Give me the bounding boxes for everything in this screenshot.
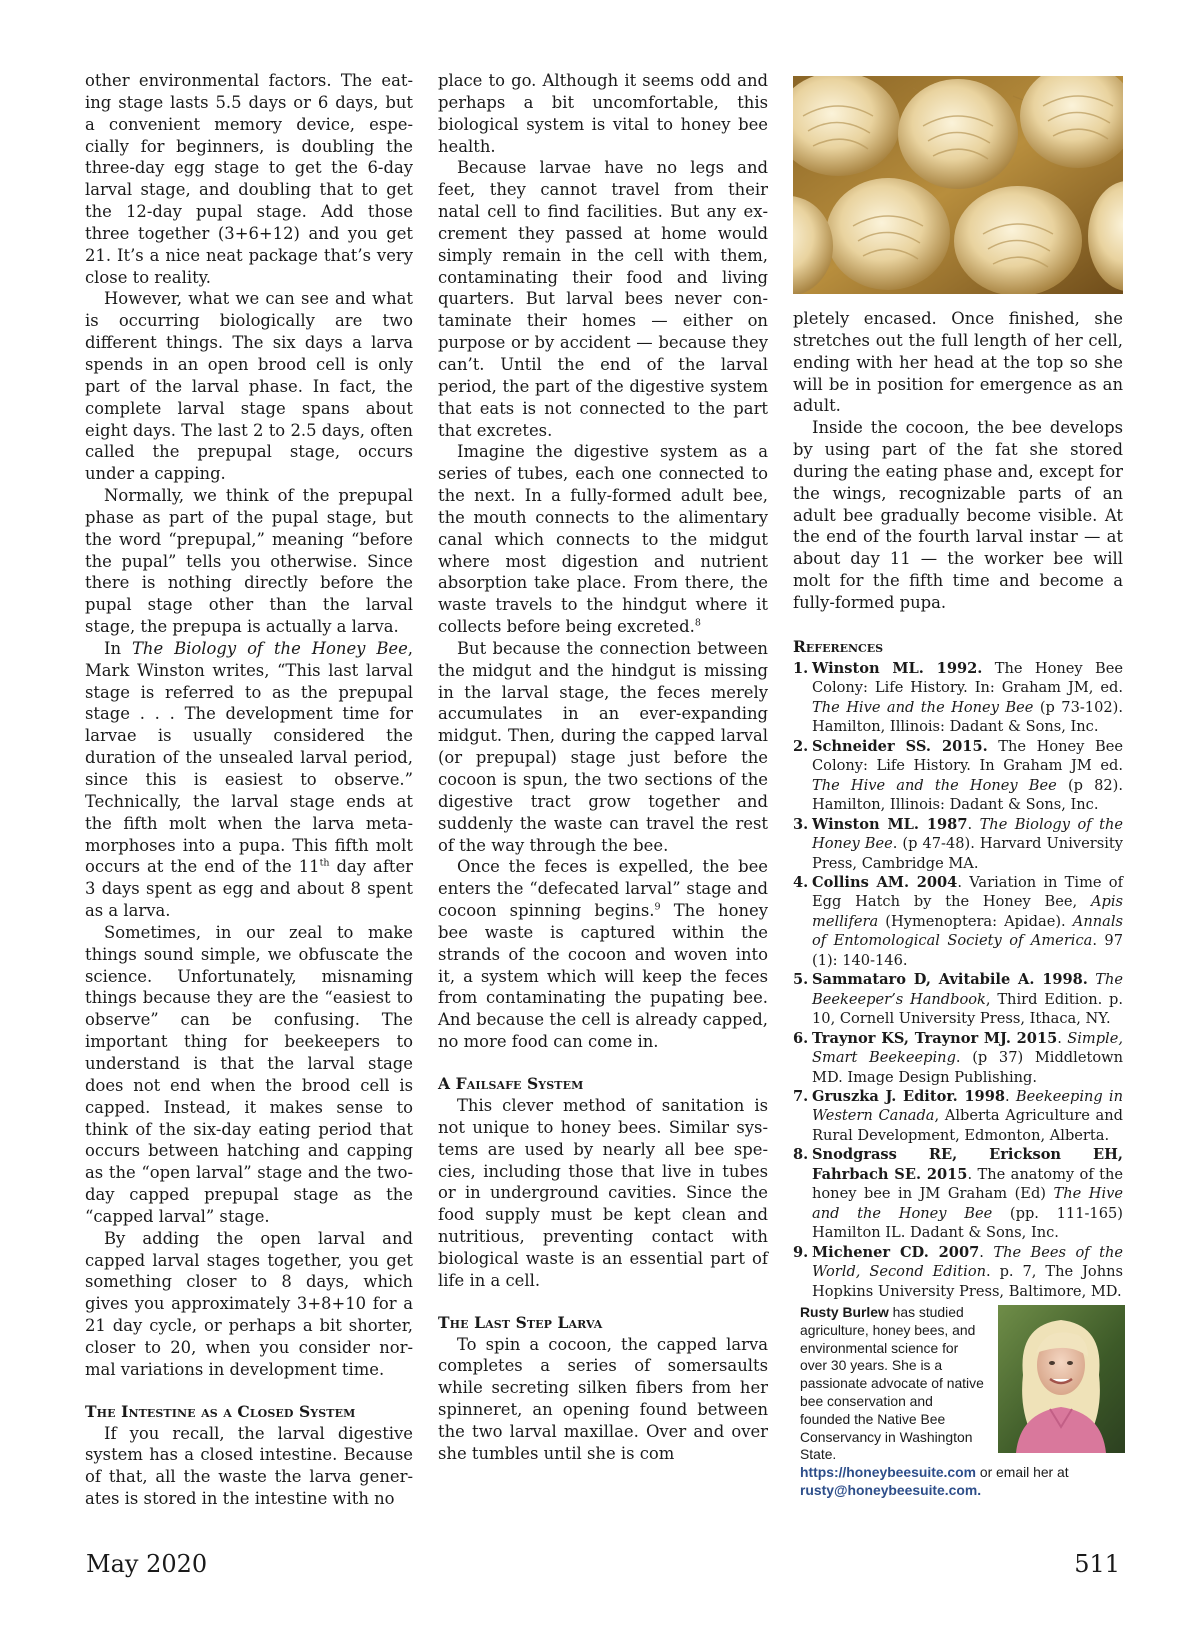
reference-number: 8. — [793, 1146, 809, 1164]
reference-number: 9. — [793, 1243, 809, 1261]
reference-title: The Hive and the Honey Bee — [812, 1185, 1123, 1222]
references-heading: References — [793, 637, 884, 656]
text-run: day after 3 days spent as egg and about 8 spent as a larva. — [85, 857, 414, 921]
reference-number: 4. — [793, 873, 809, 891]
paragraph: By adding the open larval and capped larval stages together, you get something closer to 8 days, which gives you approximately 3+8+10 for a 21 day cycle, or perhaps a bit shorter, closer to 20, when you consider normal variations in development time. — [85, 1228, 413, 1379]
reference-text: The Honey Bee Colony: Life History. In Graham JM ed. — [812, 737, 1123, 775]
reference-text: . — [979, 1243, 994, 1261]
paragraph: This clever method of sanitation is not unique to honey bees. Similar systems are used by nearly all bee species, including those that live in tubes or in underground cavities. Since the food supply must be kept clean and nutritious, preventing contact with biological waste is an essential part of life in a cell. — [438, 1095, 768, 1290]
reference-number: 3. — [793, 815, 809, 833]
section-heading: A Failsafe System — [438, 1073, 584, 1093]
paragraph: However, what we can see and what is occurring biologically are two different things. The six days a larva spends in an open brood cell is only part of the larval phase. In fact, the complete larval stage spans about eight days. The last 2 to 2.5 days, often called the prepupal stage, occurs under a capping. — [85, 289, 413, 484]
reference-item — [793, 659, 1123, 737]
larvae-photo — [793, 76, 1123, 294]
paragraph — [438, 441, 768, 638]
reference-text: . (p 37) Middletown MD. Image Design Publishing. — [812, 1049, 1123, 1086]
reference-title: Simple, Smart Beekeeping — [812, 1029, 1123, 1067]
website-link[interactable]: https://honeybeesuite.com — [800, 1464, 976, 1481]
bio-period: . — [977, 1481, 982, 1498]
reference-item — [793, 1087, 1123, 1145]
reference-text: , Third Edition. p. 10, Cornell University Press, Ithaca, NY. — [812, 990, 1123, 1028]
reference-title: The Beekeeper’s Handbook — [812, 971, 1124, 1008]
reference-text: . p. 7, The Johns Hopkins University Press, Baltimore, MD. — [812, 1263, 1123, 1300]
section-heading: The Intestine as a Closed System — [85, 1401, 356, 1421]
article-column-2 — [438, 70, 768, 1465]
paragraph: Because larvae have no legs and feet, they cannot travel from their natal cell to find facilities. But any excrement they passed at home would simply remain in the cell with them, contaminating their food and living quarters. But larval bees never contaminate their homes — either on purpose or by accident — because they can’t. Until the end of the larval period, the part of the digestive system that eats is not connected to the part that excretes. — [438, 158, 768, 440]
reference-text: (p 73-102). Hamilton, Illinois: Dadant & Sons, Inc. — [812, 698, 1123, 736]
text-run: Imagine the digestive system as a series of tubes, each one connected to the next. In a fully-formed adult bee, the mouth connects to the alimentary canal which connects to the midgut where most digestion and nutrient absorption take place. From there, the waste travels to the hindgut where it collects before being excreted. — [438, 442, 768, 637]
article-column-3 — [793, 308, 1123, 614]
reference-author: Collins AM. 2004 — [812, 873, 958, 891]
reference-text: . — [1057, 1029, 1068, 1047]
reference-text: , Alberta Agriculture and Rural Development, Edmonton, Alberta. — [812, 1107, 1123, 1144]
reference-text: . — [1005, 1087, 1016, 1105]
reference-title: The Bees of the World, Second Edition — [812, 1243, 1123, 1281]
text-run: , Mark Winston writes, “This last larval stage is referred to as the prepupal stage . . . The development time for larvae is usually considered the duration of the unsealed larval period, since this is easiest to observe.” Technically, the larval stage ends at the fifth molt when the larva metamorphoses into a pupa. This fifth molt occurs at the end of the 11 — [85, 638, 414, 877]
reference-author: Sammataro D, Avitabile A. 1998. — [812, 971, 1088, 989]
author-name: Rusty Burlew — [800, 1304, 889, 1320]
reference-journal: Annals of Entomological Society of America — [812, 912, 1123, 950]
book-title: The Biology of the Honey Bee — [131, 638, 408, 658]
author-portrait — [998, 1305, 1125, 1453]
reference-item — [793, 970, 1123, 1028]
bio-text: or email her at — [975, 1464, 1069, 1481]
reference-author: Winston ML. 1992. — [812, 660, 983, 677]
reference-author: Michener CD. 2007 — [812, 1243, 980, 1261]
reference-text: . (p 47-48). Harvard University Press, Cambridge MA. — [812, 835, 1123, 872]
bio-text: has studied agriculture, honey bees, and environmental science for over 30 years. She is a passionate advocate of native bee conservation and founded the Native Bee Conservancy in Washington State. — [800, 1304, 984, 1463]
reference-number: 7. — [793, 1087, 809, 1105]
reference-number: 6. — [793, 1029, 809, 1047]
reference-item — [793, 1243, 1123, 1301]
reference-text: . Variation in Time of Egg Hatch by the Honey Bee, — [812, 873, 1123, 911]
email-link[interactable]: rusty@honeybeesuite.com — [800, 1481, 978, 1498]
paragraph: Inside the cocoon, the bee develops by using part of the fat she stored during the eating phase and, except for the wings, recognizable parts of an adult bee gradually become visible. At the end of the fourth larval instar — at about day 11 — the worker bee will molt for the fifth time and become a fully-formed pupa. — [793, 418, 1123, 612]
paragraph: other environmental factors. The eating stage lasts 5.5 days or 6 days, but a convenient memory device, especially for beginners, is doubling the three-day egg stage to get the 6-day larval stage, and doubling that to get the 12-day pupal stage. Add those three together (3+6+12) and you get 21. It’s a nice neat package that’s very close to reality. — [85, 71, 413, 287]
reference-number: 2. — [793, 737, 809, 755]
text-run: Once the feces is expelled, the bee enters the “defecated larval” stage and cocoon spinning begins. — [438, 857, 768, 921]
references-section — [793, 637, 1123, 1301]
references-list — [793, 659, 1123, 1301]
paragraph — [85, 638, 413, 922]
reference-item — [793, 1029, 1123, 1087]
reference-text: (p 82). Hamilton, Illinois: Dadant & Sons, Inc. — [812, 776, 1124, 814]
reference-author: Gruszka J. Editor. 1998 — [812, 1087, 1006, 1105]
author-photo — [998, 1305, 1125, 1453]
page-number: 511 — [1074, 1550, 1120, 1578]
reference-author: Snodgrass RE, Erickson EH, Fahrbach SE. 2015 — [812, 1146, 1123, 1183]
footnote-marker: 9 — [654, 901, 661, 913]
superscript: th — [319, 857, 330, 869]
reference-text: . — [967, 815, 980, 833]
paragraph: pletely encased. Once finished, she stretches out the full length of her cell, ending with her head at the top so she will be in position for emergence as an adult. — [793, 309, 1123, 416]
reference-item — [793, 1145, 1123, 1242]
article-column-1 — [85, 70, 413, 1510]
text-run: In — [104, 638, 132, 658]
paragraph: Sometimes, in our zeal to make things sound simple, we obfuscate the science. Unfortunately, misnaming things because they are the “easiest to observe” can be confusing. The important thing for beekeepers to understand is that the larval stage does not end when the brood cell is capped. Instead, it makes sense to think of the six-day eating period that occurs between hatching and capping as the “open larval” stage and the two-day capped prepupal stage as the “capped larval” stage. — [85, 922, 413, 1226]
reference-author: Winston ML. 1987 — [812, 815, 968, 833]
paragraph: But because the connection between the midgut and the hindgut is missing in the larval stage, the feces merely accumulates in an ever-expanding midgut. Then, during the capped larval (or prepupal) stage just before the cocoon is spun, the two sections of the digestive tract grow together and suddenly the waste can travel the rest of the way through the bee. — [438, 638, 768, 855]
reference-text: . 97 (1): 140-146. — [812, 932, 1123, 969]
paragraph — [438, 856, 768, 1053]
paragraph: To spin a cocoon, the capped larva completes a series of somersaults while secreting silken fibers from her spinneret, an opening found between the two larval maxillae. Over and over she tumbles until she is com — [438, 1334, 768, 1463]
reference-author: Schneider SS. 2015. — [812, 737, 988, 755]
paragraph: Normally, we think of the prepupal phase as part of the pupal stage, but the word “prepupal,” meaning “before the pupal” tells you otherwise. Since there is nothing directly before the pupal stage other than the larval stage, the prepupa is actually a larva. — [85, 486, 413, 637]
reference-item — [793, 737, 1123, 815]
section-heading: The Last Step Larva — [438, 1312, 603, 1332]
issue-date: May 2020 — [86, 1550, 208, 1578]
reference-title: The Biology of the Honey Bee — [812, 815, 1123, 853]
reference-title: Apis mellifera — [812, 893, 1123, 930]
paragraph: place to go. Although it seems odd and perhaps a bit uncomfortable, this biological system is vital to honey bee health. — [438, 71, 768, 156]
reference-title: Beekeeping in Western Canada — [812, 1087, 1123, 1125]
reference-title: The Hive and the Honey Bee — [812, 776, 1057, 794]
text-run: The honey bee waste is captured within the strands of the cocoon and woven into it, a system which will keep the feces from contaminating the pupating bee. And because the cell is already capped, no more food can come in. — [438, 901, 768, 1052]
paragraph: If you recall, the larval digestive system has a closed intestine. Because of that, all the waste the larva generates is stored in the intestine with no — [85, 1423, 413, 1509]
reference-item — [793, 815, 1123, 873]
reference-text: . The anatomy of the honey bee in JM Graham (Ed) — [812, 1165, 1123, 1203]
reference-text: (Hymenoptera: Apidae). — [878, 912, 1073, 930]
reference-number: 5. — [793, 971, 809, 989]
reference-text: (pp. 111-165) Hamilton IL. Dadant & Sons, Inc. — [812, 1204, 1123, 1242]
larvae-illustration — [793, 76, 1123, 294]
footnote-marker: 8 — [694, 617, 701, 629]
reference-number: 1. — [793, 660, 809, 677]
reference-author: Traynor KS, Traynor MJ. 2015 — [812, 1029, 1058, 1047]
reference-item — [793, 873, 1123, 970]
reference-title: The Hive and the Honey Bee — [812, 698, 1034, 716]
reference-text: The Honey Bee Colony: Life History. In: Graham JM, ed. — [812, 660, 1123, 697]
